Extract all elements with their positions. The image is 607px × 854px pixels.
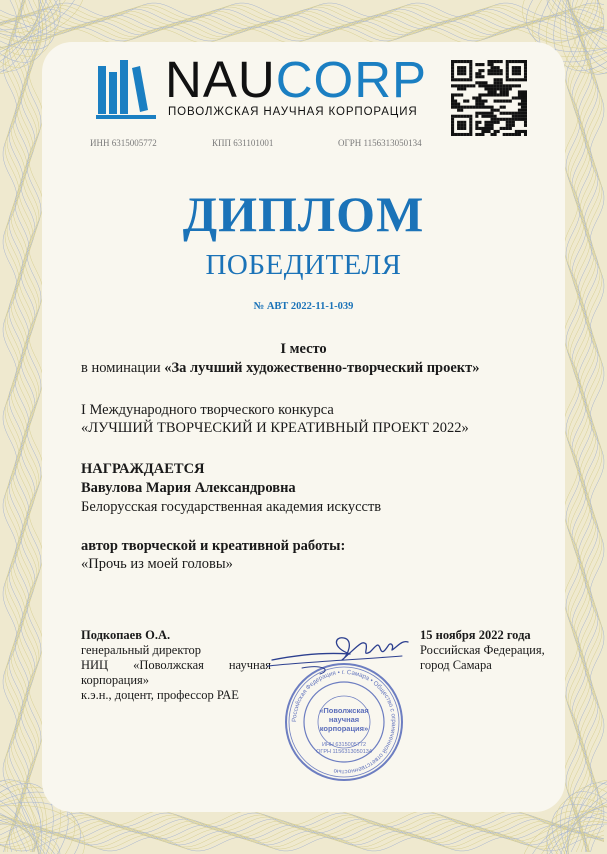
signatory-position: генеральный директор — [81, 643, 202, 657]
issue-place-2: город Самара — [420, 658, 492, 672]
signatory-name: Подкопаев О.А. — [81, 628, 171, 642]
logo-wordmark — [165, 52, 427, 108]
nomination-name: «За лучший художественно-творческий проект» — [164, 360, 480, 376]
award-heading: НАГРАЖДАЕТСЯ — [81, 461, 205, 477]
nomination — [81, 360, 521, 377]
contest-line-2: «ЛУЧШИЙ ТВОРЧЕСКИЙ И КРЕАТИВНЫЙ ПРОЕКТ 2022» — [81, 420, 469, 436]
stamp-ogrn: ОГРН 1156313050134 — [316, 749, 372, 755]
diploma-title: ДИПЛОМ — [182, 186, 425, 242]
logo-corp: CORP — [275, 51, 428, 108]
place-text: I место — [280, 341, 327, 357]
books-icon — [96, 58, 158, 120]
winner-name: Вавулова Мария Александровна — [81, 480, 296, 496]
kpp-text: КПП 631101001 — [212, 138, 274, 148]
work-title: «Прочь из моей головы» — [81, 556, 233, 572]
signatory-block — [81, 628, 271, 703]
signatory-org-2: корпорация» — [81, 673, 150, 687]
issue-place-1: Российская Федерация, — [420, 643, 545, 657]
ogrn-text: ОГРН 1156313050134 — [338, 138, 422, 148]
nomination-prefix: в номинации — [81, 360, 165, 376]
diploma-number: № АВТ 2022-11-1-039 — [253, 301, 354, 312]
handwritten-signature — [262, 626, 422, 686]
diploma-subtitle: ПОБЕДИТЕЛЯ — [205, 249, 402, 281]
issue-block — [420, 628, 570, 673]
inn-text: ИНН 6315005772 — [90, 138, 157, 148]
institution: Белорусская государственная академия искусств — [81, 499, 382, 515]
contest-line-1: I Международного творческого конкурса — [81, 402, 334, 418]
signatory-org-1: НИЦ «Поволжская научная — [81, 658, 271, 672]
signatory-degree: к.э.н., доцент, профессор РАЕ — [81, 688, 239, 702]
work-heading: автор творческой и креативной работы: — [81, 538, 346, 554]
stamp-ring-text: Российская Федерация • г. Самара • Общество с ограниченной ответственностью — [290, 668, 398, 776]
stamp-center-text: «Поволжская научная корпорация» — [319, 706, 369, 733]
stamp-inn: ИНН 6315005772 — [321, 742, 367, 748]
logo-nau: NAU — [165, 51, 276, 108]
qr-code-icon — [451, 60, 527, 136]
logo-subtitle: ПОВОЛЖСКАЯ НАУЧНАЯ КОРПОРАЦИЯ — [168, 106, 418, 118]
issue-date: 15 ноября 2022 года — [420, 628, 531, 642]
